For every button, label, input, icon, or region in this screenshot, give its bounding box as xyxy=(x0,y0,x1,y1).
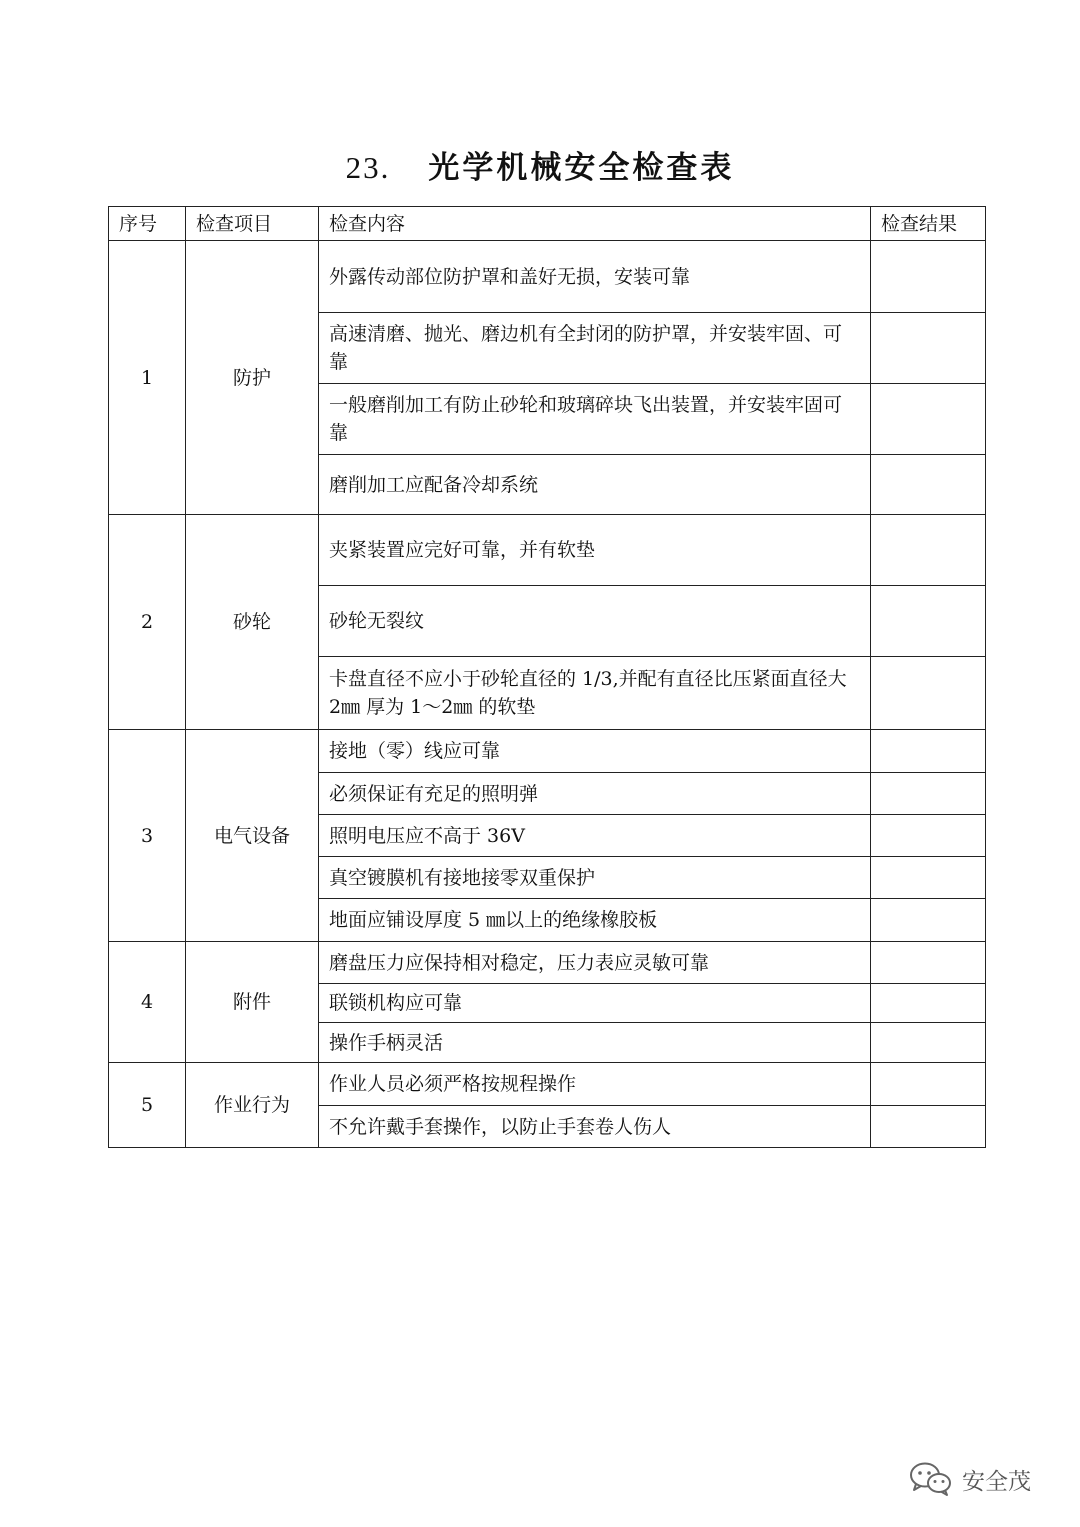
table-row xyxy=(109,1063,986,1106)
header-content: 检查内容 xyxy=(319,207,871,241)
check-content: 接地（零）线应可靠 xyxy=(319,730,871,773)
result-cell[interactable] xyxy=(871,730,986,773)
check-content: 操作手柄灵活 xyxy=(319,1023,871,1063)
result-cell[interactable] xyxy=(871,899,986,942)
group-item: 电气设备 xyxy=(186,730,319,942)
title-number: 23. xyxy=(345,150,391,185)
group-seq: 4 xyxy=(109,942,186,1063)
check-content: 磨削加工应配备冷却系统 xyxy=(319,455,871,515)
group-item: 防护 xyxy=(186,241,319,515)
result-cell[interactable] xyxy=(871,241,986,313)
check-content: 一般磨削加工有防止砂轮和玻璃碎块飞出装置，并安装牢固可靠 xyxy=(319,384,871,455)
check-content: 外露传动部位防护罩和盖好无损，安装可靠 xyxy=(319,241,871,313)
inspection-table xyxy=(108,206,986,1148)
result-cell[interactable] xyxy=(871,455,986,515)
result-cell[interactable] xyxy=(871,942,986,984)
table-row xyxy=(109,515,986,586)
result-cell[interactable] xyxy=(871,515,986,586)
result-cell[interactable] xyxy=(871,1023,986,1063)
watermark-text: 安全茂 xyxy=(962,1468,1031,1495)
result-cell[interactable] xyxy=(871,1063,986,1106)
group-item: 砂轮 xyxy=(186,515,319,730)
header-result: 检查结果 xyxy=(871,207,986,241)
result-cell[interactable] xyxy=(871,815,986,857)
result-cell[interactable] xyxy=(871,773,986,815)
group-seq: 5 xyxy=(109,1063,186,1148)
group-seq: 2 xyxy=(109,515,186,730)
check-content: 砂轮无裂纹 xyxy=(319,586,871,657)
group-seq: 1 xyxy=(109,241,186,515)
group-item: 附件 xyxy=(186,942,319,1063)
result-cell[interactable] xyxy=(871,384,986,455)
group-seq: 3 xyxy=(109,730,186,942)
result-cell[interactable] xyxy=(871,586,986,657)
title-text: 光学机械安全检查表 xyxy=(428,150,735,186)
table-header-row xyxy=(109,207,986,241)
result-cell[interactable] xyxy=(871,657,986,730)
table-row xyxy=(109,942,986,984)
check-content: 作业人员必须严格按规程操作 xyxy=(319,1063,871,1106)
group-item: 作业行为 xyxy=(186,1063,319,1148)
watermark xyxy=(908,1458,1031,1500)
check-content: 联锁机构应可靠 xyxy=(319,984,871,1023)
check-content: 高速清磨、抛光、磨边机有全封闭的防护罩，并安装牢固、可靠 xyxy=(319,313,871,384)
page-title xyxy=(0,142,1080,187)
result-cell[interactable] xyxy=(871,1106,986,1148)
check-content: 卡盘直径不应小于砂轮直径的 1/3,并配有直径比压紧面直径大 2㎜ 厚为 1～2㎜ 的软垫 xyxy=(319,657,871,730)
check-content: 夹紧装置应完好可靠，并有软垫 xyxy=(319,515,871,586)
check-content: 磨盘压力应保持相对稳定，压力表应灵敏可靠 xyxy=(319,942,871,984)
table-row xyxy=(109,241,986,313)
header-item: 检查项目 xyxy=(186,207,319,241)
check-content: 地面应铺设厚度 5 ㎜以上的绝缘橡胶板 xyxy=(319,899,871,942)
result-cell[interactable] xyxy=(871,984,986,1023)
check-content: 照明电压应不高于 36V xyxy=(319,815,871,857)
table-row xyxy=(109,730,986,773)
check-content: 真空镀膜机有接地接零双重保护 xyxy=(319,857,871,899)
header-seq: 序号 xyxy=(109,207,186,241)
check-content: 必须保证有充足的照明弹 xyxy=(319,773,871,815)
check-content: 不允许戴手套操作，以防止手套卷人伤人 xyxy=(319,1106,871,1148)
result-cell[interactable] xyxy=(871,857,986,899)
result-cell[interactable] xyxy=(871,313,986,384)
wechat-icon xyxy=(908,1460,954,1498)
